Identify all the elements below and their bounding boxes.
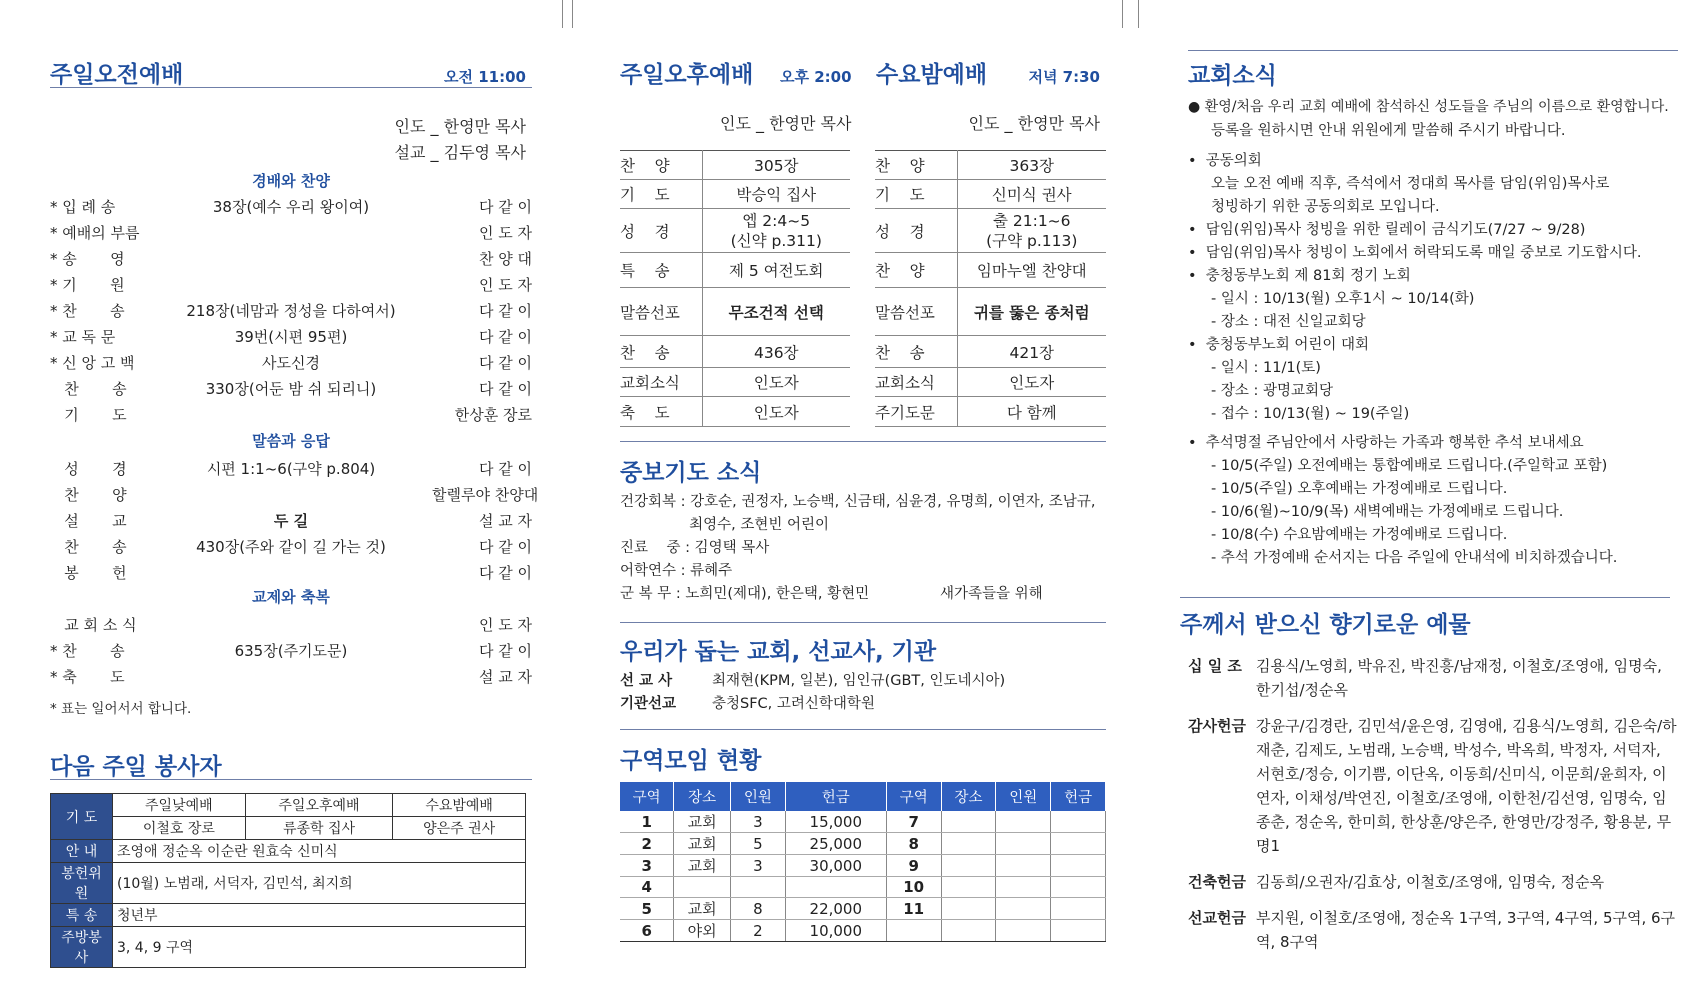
servers-row-label: 주방봉사 xyxy=(51,927,113,968)
groups-cell: 2 xyxy=(620,833,674,855)
order-item: * 예배의 부름 xyxy=(50,223,140,242)
groups-cell xyxy=(996,855,1051,877)
order-item: 기 도 xyxy=(50,405,127,424)
groups-header xyxy=(620,729,1106,779)
groups-cell: 3 xyxy=(730,811,785,833)
groups-cell: 7 xyxy=(886,811,941,833)
prayer-list xyxy=(620,491,1106,606)
servers-header xyxy=(50,738,532,780)
order-row xyxy=(50,560,532,584)
fold-mark xyxy=(562,0,563,28)
afternoon-leader: 인도 _ 한영만 목사 xyxy=(720,114,852,133)
column-afternoon xyxy=(620,0,1106,992)
support-org xyxy=(620,693,1005,716)
order-row xyxy=(875,180,1106,209)
order-detail: 신미식 권사 xyxy=(957,180,1106,209)
servers-row-value: 청년부 xyxy=(113,904,526,927)
groups-cell: 25,000 xyxy=(785,833,886,855)
groups-cell xyxy=(886,920,941,942)
order-detail: 330장(어둔 밤 쉬 되리니) xyxy=(205,379,377,398)
afternoon-order-table xyxy=(620,150,850,427)
order-item: 교 회 소 식 xyxy=(50,615,137,634)
offering-row xyxy=(1188,870,1678,906)
order-detail: 436장 xyxy=(702,336,850,368)
groups-col-header: 헌금 xyxy=(785,782,886,811)
groups-cell: 10 xyxy=(886,877,941,898)
offering-row xyxy=(1188,906,1678,966)
servers-col-header: 주일낮예배 xyxy=(113,794,246,817)
order-item: 말씀선포 xyxy=(875,288,957,336)
servers-prayer-name: 양은주 권사 xyxy=(393,817,526,840)
order-person: 다 같 이 xyxy=(478,537,532,556)
order-item: 찬 양 xyxy=(620,151,702,180)
offering-row xyxy=(1188,714,1678,870)
offering-table xyxy=(1188,654,1678,966)
afternoon-time: 오후 2:00 xyxy=(780,68,852,86)
table-row xyxy=(620,877,1106,898)
order-item: 기 도 xyxy=(875,180,957,209)
order-row xyxy=(620,288,850,336)
groups-cell: 5 xyxy=(620,898,674,920)
afternoon-title: 주일오후예배 xyxy=(620,62,754,88)
news-line: • 담임(위임)목사 청빙이 노회에서 허락되도록 매일 중보로 기도합시다. xyxy=(1188,245,1642,261)
order-item: * 기 원 xyxy=(50,275,125,294)
standing-note: * 표는 일어서서 합니다. xyxy=(50,701,192,717)
offering-donors: 김동희/오권자/김효상, 이철호/조영애, 임명숙, 정순옥 xyxy=(1256,873,1605,891)
order-person: 찬 양 대 xyxy=(478,249,532,268)
order-row xyxy=(50,508,532,532)
groups-cell: 3 xyxy=(730,855,785,877)
servers-row xyxy=(51,840,526,863)
servers-title: 다음 주일 봉사자 xyxy=(50,754,222,780)
missionary-label: 선 교 사 xyxy=(620,673,673,689)
order-item: 주기도문 xyxy=(875,397,957,427)
groups-cell xyxy=(1051,833,1106,855)
news-line: - 장소 : 대전 신일교회당 xyxy=(1188,314,1366,330)
order-item: 축 도 xyxy=(620,397,702,427)
order-detail: 두 길 xyxy=(273,511,309,530)
groups-cell xyxy=(1051,898,1106,920)
order-person: 다 같 이 xyxy=(478,379,532,398)
servers-table xyxy=(50,793,526,968)
order-item: * 입 례 송 xyxy=(50,197,116,216)
order-detail: 제 5 여전도회 xyxy=(702,253,850,288)
servers-col-header: 주일오후예배 xyxy=(245,794,393,817)
order-item: * 축 도 xyxy=(50,667,125,686)
prayer-line: 진료 중 : 김영택 목사 xyxy=(620,540,770,556)
section-worship: 경배와 찬양 xyxy=(252,172,330,190)
morning-time: 오전 11:00 xyxy=(444,68,526,86)
order-detail: 218장(네맘과 정성을 다하여서) xyxy=(186,301,396,320)
prayer-header xyxy=(620,441,1106,484)
groups-cell: 22,000 xyxy=(785,898,886,920)
news-line: 등록을 원하시면 안내 위원에게 말씀해 주시기 바랍니다. xyxy=(1188,123,1566,139)
groups-cell xyxy=(996,833,1051,855)
news-header xyxy=(1188,50,1678,88)
section-word: 말씀과 응답 xyxy=(252,432,330,450)
prayer-line: 어학연수 : 류혜주 xyxy=(620,563,733,579)
news-line: ● 환영/처음 우리 교회 예배에 참석하신 성도들을 주님의 이름으로 환영합니다. xyxy=(1188,99,1669,115)
prayer-line: 건강회복 : 강호순, 권정자, 노승백, 신금태, 심윤경, 유명희, 이연자, 조남규, xyxy=(620,494,1096,510)
order-detail: 363장 xyxy=(957,151,1106,180)
news-line: 오늘 오전 예배 직후, 즉석에서 정대희 목사를 담임(위임)목사로 xyxy=(1188,176,1610,192)
order-item: * 찬 송 xyxy=(50,641,125,660)
order-person: 다 같 이 xyxy=(478,327,532,346)
groups-cell xyxy=(941,920,996,942)
order-detail: 사도신경 xyxy=(262,353,320,372)
offering-type: 감사헌금 xyxy=(1188,717,1246,735)
org-label: 기관선교 xyxy=(620,696,677,712)
order-detail: 시편 1:1~6(구약 p.804) xyxy=(206,459,376,478)
groups-cell: 6 xyxy=(620,920,674,942)
groups-cell: 5 xyxy=(730,833,785,855)
servers-prayer-label: 기 도 xyxy=(51,794,113,840)
news-line: - 일시 : 10/13(월) 오후1시 ~ 10/14(화) xyxy=(1188,291,1475,307)
offering-donors: 강윤구/김경란, 김민석/윤은영, 김영애, 김용식/노영희, 김은숙/하재춘, 김제도, 노범래, 노승백, 박성수, 박옥희, 박정자, 서덕자, 서현호/정승, 이기쁨, 이단옥, 이동희/신미식, 이문희/윤희자, 이연자, 이채성/박연진, 이철호/조영애, 이한천/김선영, 임명숙, 임종춘, 정순옥, 한미희, 한상훈/양은주, 한영만/강정주, 황용분, 무명1 xyxy=(1256,717,1677,855)
order-row xyxy=(875,368,1106,397)
groups-cell: 15,000 xyxy=(785,811,886,833)
groups-cell: 교회 xyxy=(674,811,731,833)
order-detail: 430장(주와 같이 길 가는 것) xyxy=(196,537,386,556)
order-row xyxy=(50,246,532,270)
order-detail: 인도자 xyxy=(957,368,1106,397)
news-line: - 접수 : 10/13(월) ~ 19(주일) xyxy=(1188,406,1410,422)
fold-mark xyxy=(1122,0,1123,28)
order-person: 인 도 자 xyxy=(478,275,532,294)
offering-donors: 부지원, 이철호/조영애, 정순옥 1구역, 3구역, 4구역, 5구역, 6구역, 8구역 xyxy=(1256,909,1676,951)
order-row xyxy=(50,402,532,426)
morning-header xyxy=(50,50,532,88)
prayer-family: 새가족들을 위해 xyxy=(940,586,1043,602)
prayer-line: 최영수, 조현빈 어린이 xyxy=(620,517,830,533)
servers-header-row xyxy=(51,794,526,817)
servers-row xyxy=(51,904,526,927)
order-row xyxy=(620,397,850,427)
order-row xyxy=(50,220,532,244)
groups-header-row xyxy=(620,782,1106,811)
order-person: 인 도 자 xyxy=(478,223,532,242)
news-line: • 충청동부노회 제 81회 정기 노회 xyxy=(1188,268,1411,284)
order-item: 찬 양 xyxy=(875,151,957,180)
order-person: 다 같 이 xyxy=(478,641,532,660)
table-row xyxy=(620,920,1106,942)
groups-cell xyxy=(941,877,996,898)
news-title: 교회소식 xyxy=(1188,63,1277,89)
order-item: 성 경 xyxy=(50,459,127,478)
order-item: 성 경 xyxy=(620,209,702,253)
order-row xyxy=(620,253,850,288)
offering-title: 주께서 받으신 향기로운 예물 xyxy=(1180,612,1471,638)
offering-row xyxy=(1188,654,1678,714)
support-title: 우리가 돕는 교회, 선교사, 기관 xyxy=(620,639,937,665)
order-row xyxy=(50,612,532,636)
servers-prayer-name: 이철호 장로 xyxy=(113,817,246,840)
order-item: 봉 헌 xyxy=(50,563,127,582)
groups-cell: 교회 xyxy=(674,855,731,877)
groups-cell: 2 xyxy=(730,920,785,942)
order-person: 다 같 이 xyxy=(478,459,532,478)
servers-row-label: 봉헌위원 xyxy=(51,863,113,904)
order-row xyxy=(620,368,850,397)
news-line: - 장소 : 광명교회당 xyxy=(1188,383,1334,399)
groups-cell xyxy=(941,811,996,833)
offering-header xyxy=(1180,597,1670,641)
groups-cell: 8 xyxy=(886,833,941,855)
order-item: 찬 양 xyxy=(50,485,127,504)
order-item: * 찬 송 xyxy=(50,301,125,320)
news-line: - 일시 : 11/1(토) xyxy=(1188,360,1321,376)
order-row xyxy=(50,298,532,322)
order-person: 할렐루야 찬양대 xyxy=(432,485,539,504)
offering-type: 선교헌금 xyxy=(1188,909,1246,927)
order-row xyxy=(620,151,850,180)
order-row xyxy=(50,482,539,506)
wednesday-time: 저녁 7:30 xyxy=(1028,68,1100,86)
groups-cell: 30,000 xyxy=(785,855,886,877)
groups-cell: 4 xyxy=(620,877,674,898)
groups-cell: 3 xyxy=(620,855,674,877)
table-row xyxy=(620,855,1106,877)
groups-title: 구역모임 현황 xyxy=(620,748,762,774)
order-row xyxy=(50,350,532,374)
news-line: - 10/6(월)~10/9(목) 새벽예배는 가정예배로 드립니다. xyxy=(1188,504,1564,520)
support-missionary xyxy=(620,670,1005,693)
fold-mark xyxy=(1138,0,1139,28)
order-detail: 박승익 집사 xyxy=(702,180,850,209)
order-detail: 엡 2:4~5 (신약 p.311) xyxy=(702,209,850,253)
order-row xyxy=(620,336,850,368)
groups-table xyxy=(620,782,1106,942)
org-value: 충청SFC, 고려신학대학원 xyxy=(712,696,875,712)
order-item: 기 도 xyxy=(620,180,702,209)
order-row xyxy=(50,194,532,218)
groups-col-header: 헌금 xyxy=(1051,782,1106,811)
groups-cell: 교회 xyxy=(674,833,731,855)
groups-cell xyxy=(996,877,1051,898)
groups-cell xyxy=(1051,877,1106,898)
fold-mark xyxy=(572,0,573,28)
order-detail: 635장(주기도문) xyxy=(234,641,348,660)
order-row xyxy=(875,397,1106,427)
groups-cell xyxy=(996,920,1051,942)
order-row xyxy=(50,456,532,480)
column-morning xyxy=(50,0,539,992)
groups-col-header: 인원 xyxy=(996,782,1051,811)
afternoon-header xyxy=(620,50,1106,88)
order-item: 찬 송 xyxy=(50,537,127,556)
order-item: * 신 앙 고 백 xyxy=(50,353,135,372)
order-detail: 39번(시편 95편) xyxy=(234,327,348,346)
section-fellowship: 교제와 축복 xyxy=(252,588,330,606)
order-item: 찬 양 xyxy=(875,253,957,288)
order-detail: 임마누엘 찬양대 xyxy=(957,253,1106,288)
column-news xyxy=(1180,0,1678,992)
support-header xyxy=(620,622,1106,666)
news-line: - 10/5(주일) 오후예배는 가정예배로 드립니다. xyxy=(1188,481,1508,497)
table-row xyxy=(620,811,1106,833)
servers-row-value: 조영애 정순옥 이순란 원효숙 신미식 xyxy=(113,840,526,863)
order-row xyxy=(620,209,850,253)
groups-cell: 10,000 xyxy=(785,920,886,942)
order-row xyxy=(620,180,850,209)
prayer-line-military xyxy=(620,583,1106,606)
servers-row xyxy=(51,863,526,904)
table-row xyxy=(620,833,1106,855)
morning-preacher: 설교 _ 김두영 목사 xyxy=(394,143,526,162)
wednesday-leader: 인도 _ 한영만 목사 xyxy=(968,114,1100,133)
news-line: - 10/5(주일) 오전예배는 통합예배로 드립니다.(주일학교 포함) xyxy=(1188,458,1608,474)
servers-row-value: 3, 4, 9 구역 xyxy=(113,927,526,968)
news-line: • 담임(위임)목사 청빙을 위한 릴레이 금식기도(7/27 ~ 9/28) xyxy=(1188,222,1586,238)
order-row xyxy=(50,324,532,348)
groups-col-header: 구역 xyxy=(620,782,674,811)
order-row xyxy=(875,151,1106,180)
order-row xyxy=(50,664,532,688)
news-line: - 추석 가정예배 순서지는 다음 주일에 안내석에 비치하겠습니다. xyxy=(1188,550,1618,566)
groups-col-header: 장소 xyxy=(674,782,731,811)
order-row xyxy=(50,638,532,662)
morning-title: 주일오전예배 xyxy=(50,62,184,88)
morning-leader: 인도 _ 한영만 목사 xyxy=(394,117,526,136)
groups-cell xyxy=(1051,811,1106,833)
order-item: 찬 송 xyxy=(875,336,957,368)
servers-prayer-row xyxy=(51,817,526,840)
order-row xyxy=(50,376,532,400)
wednesday-title: 수요밤예배 xyxy=(876,62,988,88)
groups-cell xyxy=(1051,855,1106,877)
groups-cell xyxy=(941,855,996,877)
order-row xyxy=(875,336,1106,368)
order-item: * 송 영 xyxy=(50,249,125,268)
order-item: 특 송 xyxy=(620,253,702,288)
order-detail: 무조건적 선택 xyxy=(702,288,850,336)
order-item: 설 교 xyxy=(50,511,127,530)
groups-cell: 9 xyxy=(886,855,941,877)
groups-cell xyxy=(941,898,996,920)
order-detail: 다 함께 xyxy=(957,397,1106,427)
order-person: 인 도 자 xyxy=(478,615,532,634)
servers-prayer-name: 류종학 집사 xyxy=(245,817,393,840)
order-detail: 인도자 xyxy=(702,368,850,397)
offering-type: 십 일 조 xyxy=(1188,657,1242,675)
groups-cell: 야외 xyxy=(674,920,731,942)
order-item: 말씀선포 xyxy=(620,288,702,336)
groups-cell xyxy=(785,877,886,898)
support-list xyxy=(620,670,1005,716)
news-line: • 공동의회 xyxy=(1188,153,1262,169)
groups-cell: 교회 xyxy=(674,898,731,920)
groups-col-header: 장소 xyxy=(941,782,996,811)
order-row xyxy=(50,534,532,558)
order-person: 다 같 이 xyxy=(478,563,532,582)
groups-cell: 1 xyxy=(620,811,674,833)
order-person: 설 교 자 xyxy=(478,667,532,686)
order-item: 찬 송 xyxy=(50,379,127,398)
news-line: 청빙하기 위한 공동의회로 모입니다. xyxy=(1188,199,1440,215)
table-row xyxy=(620,898,1106,920)
groups-cell xyxy=(1051,920,1106,942)
groups-cell xyxy=(941,833,996,855)
servers-row-value: (10월) 노범래, 서덕자, 김민석, 최지희 xyxy=(113,863,526,904)
order-item: 성 경 xyxy=(875,209,957,253)
servers-row-label: 특 송 xyxy=(51,904,113,927)
order-detail: 421장 xyxy=(957,336,1106,368)
order-detail: 귀를 뚫은 종처럼 xyxy=(957,288,1106,336)
news-line: • 충청동부노회 어린이 대회 xyxy=(1188,337,1370,353)
order-person: 다 같 이 xyxy=(478,197,532,216)
offering-type: 건축헌금 xyxy=(1188,873,1246,891)
news-line: • 추석명절 주님안에서 사랑하는 가족과 행복한 추석 보내세요 xyxy=(1188,435,1584,451)
order-item: * 교 독 문 xyxy=(50,327,116,346)
offering-donors: 김용식/노영희, 박유진, 박진흥/남재정, 이철호/조영애, 임명숙, 한기섭/정순옥 xyxy=(1256,657,1662,699)
groups-cell xyxy=(674,877,731,898)
order-detail: 인도자 xyxy=(702,397,850,427)
groups-cell xyxy=(996,898,1051,920)
order-person: 다 같 이 xyxy=(478,353,532,372)
groups-col-header: 인원 xyxy=(730,782,785,811)
groups-cell: 8 xyxy=(730,898,785,920)
prayer-title: 중보기도 소식 xyxy=(620,460,762,486)
groups-cell xyxy=(996,811,1051,833)
order-item: 교회소식 xyxy=(620,368,702,397)
order-person: 설 교 자 xyxy=(478,511,532,530)
order-row xyxy=(875,253,1106,288)
news-line: - 10/8(수) 수요밤예배는 가정예배로 드립니다. xyxy=(1188,527,1508,543)
order-item: 찬 송 xyxy=(620,336,702,368)
groups-col-header: 구역 xyxy=(886,782,941,811)
groups-cell: 11 xyxy=(886,898,941,920)
order-person: 한상훈 장로 xyxy=(454,405,532,424)
missionary-value: 최재현(KPM, 일본), 임인규(GBT, 인도네시아) xyxy=(712,673,1006,689)
order-row xyxy=(875,209,1106,253)
groups-cell xyxy=(730,877,785,898)
order-detail: 38장(예수 우리 왕이여) xyxy=(212,197,370,216)
order-row xyxy=(50,272,532,296)
servers-col-header: 수요밤예배 xyxy=(393,794,526,817)
wednesday-order-table xyxy=(875,150,1106,427)
prayer-line: 군 복 무 : 노희민(제대), 한은택, 황현민 xyxy=(620,586,870,602)
order-person: 다 같 이 xyxy=(478,301,532,320)
order-item: 교회소식 xyxy=(875,368,957,397)
servers-row-label: 안 내 xyxy=(51,840,113,863)
servers-row xyxy=(51,927,526,968)
order-detail: 출 21:1~6 (구약 p.113) xyxy=(957,209,1106,253)
order-row xyxy=(875,288,1106,336)
order-detail: 305장 xyxy=(702,151,850,180)
